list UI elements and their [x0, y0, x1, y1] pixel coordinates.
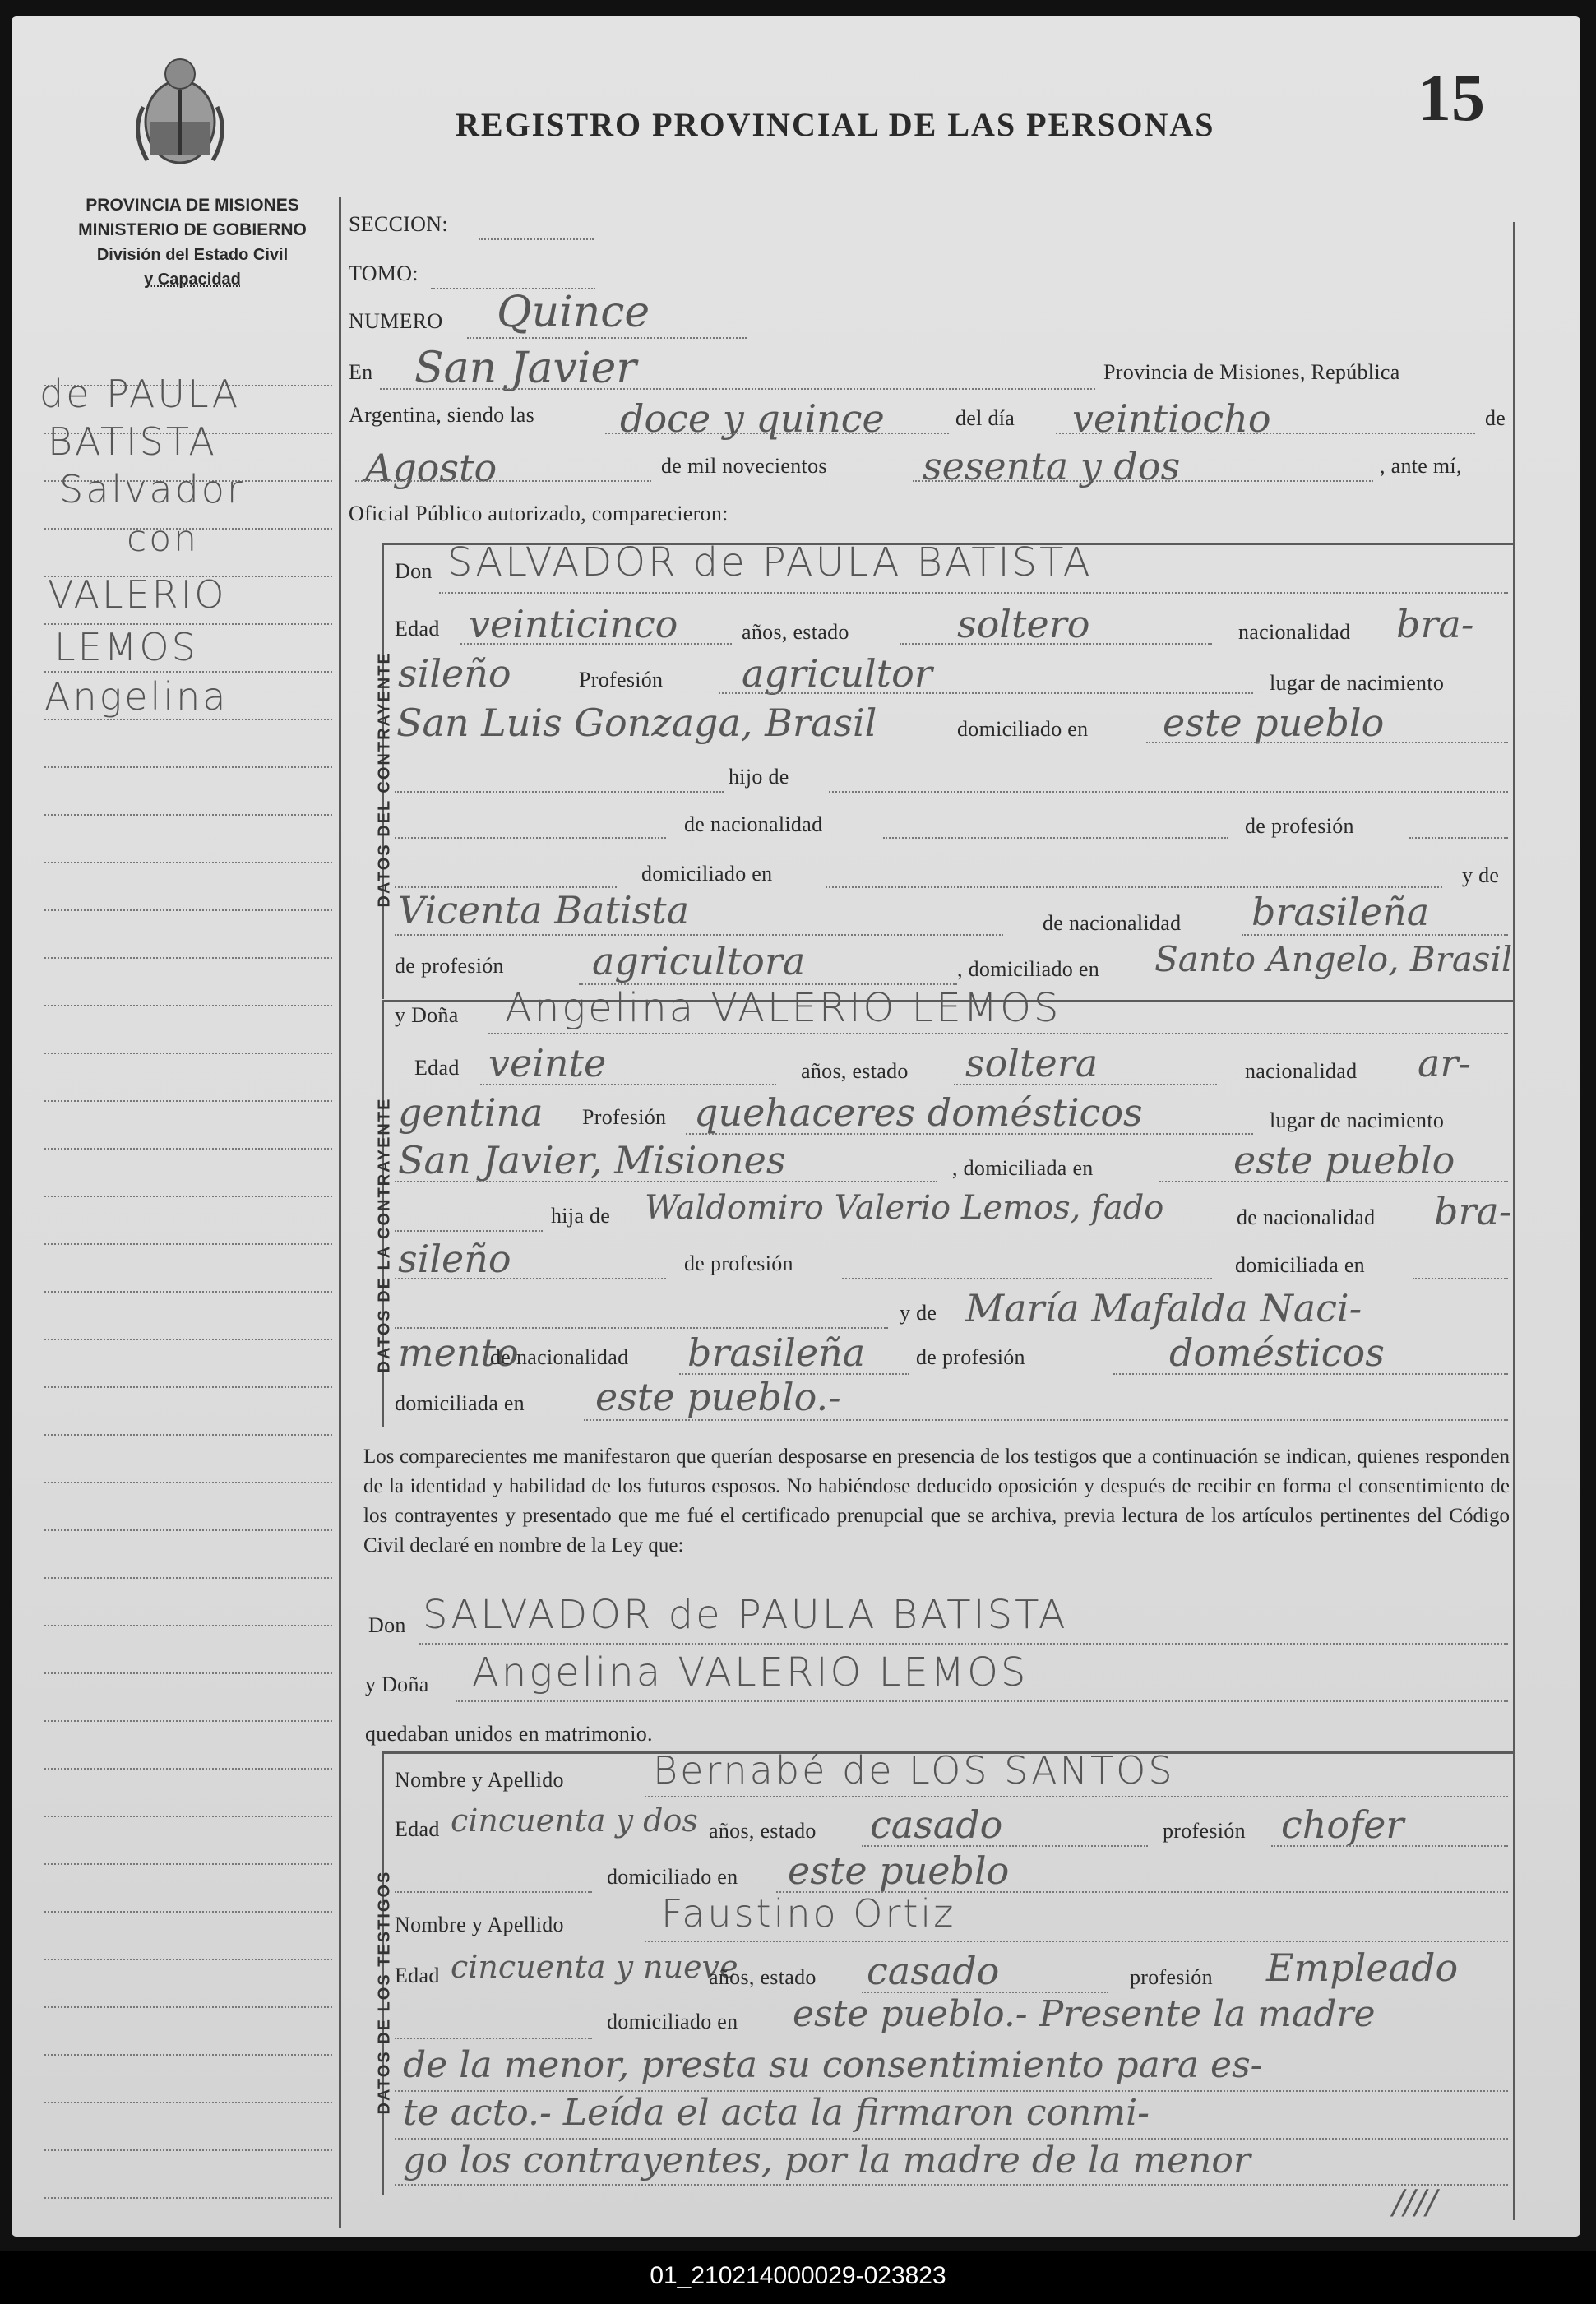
de-label: de [1485, 406, 1506, 430]
anos-estado-label: años, estado [742, 620, 849, 644]
section-label-contrayenta: DATOS DE LA CONTRAYENTE [375, 1097, 394, 1373]
estado-line [900, 643, 1212, 645]
de-nacionalidad-label-4: de nacionalidad [490, 1345, 629, 1369]
domiciliado-en-label-2: , domiciliado en [957, 957, 1100, 981]
margin-divider [339, 197, 341, 2228]
nota-line: de la menor, presta su consentimiento para es- [403, 2044, 1263, 2086]
nac-padre: bra- [1434, 1189, 1512, 1233]
margin-note: LEMOS [54, 625, 198, 669]
nota-line: //// [1393, 2184, 1437, 2222]
oficial-label: Oficial Público autorizado, comparecieron: [349, 502, 729, 525]
lugar-line [380, 388, 1095, 390]
coat-of-arms-icon [127, 49, 234, 173]
t1-estado-line [862, 1845, 1148, 1847]
de-nacionalidad-label-3: de nacionalidad [1237, 1205, 1376, 1229]
margin-note: VALERIO [48, 572, 227, 617]
padre-contrayenta: Waldomiro Valerio Lemos, fado [645, 1189, 1164, 1227]
profesion-label-2: Profesión [582, 1105, 667, 1129]
decl-dona-label: y Doña [365, 1672, 429, 1696]
anos-estado-label-2: años, estado [801, 1059, 909, 1083]
nac-madre-contrayente: brasileña [1251, 890, 1430, 934]
nombre-apellido-label-2: Nombre y Apellido [395, 1913, 564, 1936]
margin-rule [44, 1196, 332, 1197]
margin-rule [44, 671, 332, 673]
testigo2-edad: cincuenta y nueve [451, 1949, 738, 1985]
estado-contrayente: soltero [957, 602, 1090, 646]
contrayenta-name: Angelina VALERIO LEMOS [505, 985, 1062, 1031]
margin-rule [44, 1529, 332, 1531]
anio-line [913, 480, 1373, 482]
margin-rule [44, 1577, 332, 1579]
seccion-line [479, 238, 594, 240]
margin-rule [44, 1672, 332, 1674]
madre-contrayente: Vicenta Batista [398, 888, 690, 932]
anos-estado-t1: años, estado [709, 1819, 817, 1843]
domiciliado-en-label: domiciliado en [641, 862, 773, 886]
t1-dom-blank [395, 1891, 592, 1893]
dom-madre-contrayente: Santo Angelo, Brasil [1154, 939, 1513, 979]
margin-rule [44, 1863, 332, 1865]
page-number: 15 [1418, 60, 1485, 135]
margin-note: con [127, 518, 199, 560]
margin-rule [44, 1625, 332, 1626]
nacionalidad-contrayente: bra- [1396, 602, 1474, 646]
testigo1-prof: chofer [1281, 1802, 1404, 1847]
don-label: Don [395, 559, 433, 583]
page-title: REGISTRO PROVINCIAL DE LAS PERSONAS [456, 106, 1215, 143]
nacionalidad-contrayente-cont: sileño [398, 651, 511, 696]
edad-label: Edad [395, 617, 440, 641]
contrayente-line [439, 592, 1508, 594]
de-profesion-label-3: de profesión [684, 1251, 793, 1275]
margin-rule [44, 1339, 332, 1340]
dom-madre-line-2 [584, 1419, 1508, 1421]
margin-rule [44, 1053, 332, 1054]
org-line: y Capacidad [144, 271, 241, 289]
estado-contrayenta: soltera [965, 1041, 1099, 1085]
dom-madre-contrayenta: este pueblo.- [595, 1375, 841, 1419]
t2-dom-blank [395, 2038, 592, 2039]
margin-rule [44, 1005, 332, 1006]
decl-dona-line [456, 1700, 1508, 1702]
provincia-label: Provincia de Misiones, República [1103, 360, 1400, 384]
lugar-value: San Javier [414, 344, 637, 393]
image-id-footer: 01_210214000029-023823 [0, 2251, 1596, 2304]
edad-contrayente: veinticinco [469, 602, 678, 646]
lugar-nac-label: lugar de nacimiento [1270, 671, 1445, 695]
padre-line-2a [395, 1230, 543, 1232]
profesion-t1: profesión [1163, 1819, 1246, 1843]
margin-rule [44, 2006, 332, 2008]
decl-dona-value: Angelina VALERIO LEMOS [472, 1649, 1029, 1696]
t1-prof-line [1271, 1845, 1508, 1847]
testigo2-estado: casado [867, 1949, 1000, 1993]
profesion-line [719, 692, 1253, 694]
tomo-label: TOMO: [349, 261, 419, 285]
testigo1-nombre: Bernabé de LOS SANTOS [653, 1748, 1175, 1793]
margin-rule [44, 1100, 332, 1102]
edad-t1-label: Edad [395, 1817, 440, 1841]
hija-de-label: hija de [551, 1204, 611, 1228]
margin-rule [44, 1148, 332, 1150]
quedaban-label: quedaban unidos en matrimonio. [365, 1722, 653, 1746]
hora-value: doce y quince [620, 396, 885, 441]
lugar-nac-contrayente: San Luis Gonzaga, Brasil [396, 701, 877, 745]
decl-don-value: SALVADOR de PAULA BATISTA [423, 1592, 1068, 1638]
numero-label: NUMERO [349, 309, 443, 333]
domiciliada-label: , domiciliada en [952, 1156, 1094, 1180]
margin-note: Salvador [59, 467, 245, 511]
margin-rule [44, 719, 332, 720]
madre-line [395, 934, 1003, 936]
blank-line [395, 1327, 888, 1329]
prof-padre-line [842, 1278, 1212, 1279]
dom-contrayenta: este pueblo [1233, 1138, 1455, 1182]
de-nacionalidad-label: de nacionalidad [684, 812, 823, 836]
prof-line-2b [686, 1133, 1253, 1135]
domicilio-line [1146, 742, 1508, 743]
profesion-t2: profesión [1130, 1965, 1213, 1989]
prof-madre-line-2 [1113, 1373, 1508, 1375]
edad-contrayenta: veinte [488, 1041, 607, 1085]
estado-line-2 [954, 1084, 1217, 1085]
dom-padre-line-3 [1413, 1278, 1508, 1279]
testigo1-domicilio: este pueblo [788, 1848, 1010, 1893]
margin-note: BATISTA [48, 419, 217, 464]
numero-value: Quince [497, 288, 650, 337]
margin-rule [44, 1386, 332, 1388]
ante-mi-label: , ante mí, [1380, 454, 1462, 478]
nota-line: go los contrayentes, por la madre de la menor [403, 2140, 1251, 2181]
anos-estado-t2: años, estado [709, 1965, 817, 1989]
numero-line [467, 337, 747, 339]
domiciliado-label: domiciliado en [957, 717, 1089, 741]
body-paragraph: Los comparecientes me manifestaron que querían desposarse en presencia de los testigos que a continuación se indican, quienes responden de la identidad y habilidad de los futuros esposos. No habiéndose deducido oposición y después de recibir en forma el consentimiento de los contrayentes y presentado que me fué el certificado prenupcial que se archiva, previa lectura de los artículos pertinentes del Código Civil declaré en nombre de la Ley que: [363, 1446, 1510, 1557]
org-line: División del Estado Civil [96, 246, 289, 264]
margin-rule [44, 2149, 332, 2151]
testigo1-line [645, 1796, 1508, 1797]
hijo-de-label: hijo de [729, 765, 789, 789]
decl-don-line [419, 1643, 1508, 1645]
nac-contrayenta: ar- [1418, 1041, 1471, 1085]
domiciliada-label-3: domiciliada en [395, 1391, 525, 1415]
hora-line [605, 433, 949, 434]
de-profesion-label-4: de profesión [916, 1345, 1025, 1369]
padre-line [395, 791, 724, 793]
margin-rule [44, 1720, 332, 1722]
margin-rule [44, 1291, 332, 1293]
dom-line-2 [1159, 1181, 1508, 1182]
lugar-nac-contrayenta: San Javier, Misiones [398, 1138, 786, 1182]
prof-madre-contrayenta: domésticos [1169, 1330, 1385, 1375]
testigo2-nombre: Faustino Ortiz [661, 1891, 956, 1936]
right-border [1513, 222, 1515, 2220]
margin-rule [44, 2102, 332, 2103]
de-nacionalidad-label-2: de nacionalidad [1043, 911, 1182, 935]
margin-note: de PAULA [39, 372, 241, 416]
prof-madre-contrayente: agricultora [592, 939, 806, 983]
nac-madre-line [1242, 934, 1508, 936]
margin-rule [44, 957, 332, 959]
contrayente-name: SALVADOR de PAULA BATISTA [447, 539, 1093, 585]
de-profesion-label-2: de profesión [395, 954, 504, 978]
margin-note: Angelina [44, 674, 229, 719]
nac-madre-contrayenta: brasileña [687, 1330, 866, 1375]
nac-contrayenta-cont: gentina [398, 1090, 544, 1135]
nacionalidad-label: nacionalidad [1238, 620, 1351, 644]
document-page [12, 16, 1580, 2237]
nac-padre-line [395, 837, 666, 839]
nombre-apellido-label: Nombre y Apellido [395, 1768, 564, 1792]
edad-label-2: Edad [414, 1056, 460, 1080]
madre-contrayenta: María Mafalda Naci- [965, 1286, 1362, 1330]
contrayenta-line [488, 1033, 1508, 1034]
margin-rule [44, 862, 332, 863]
testigo1-edad: cincuenta y dos [451, 1802, 698, 1839]
prof-line-2 [1409, 837, 1508, 839]
org-line: MINISTERIO DE GOBIERNO [78, 220, 307, 239]
nota-line: te acto.- Leída el acta la firmaron conmi- [403, 2092, 1150, 2134]
del-dia-label: del día [955, 406, 1015, 430]
nac-line-2 [883, 837, 1228, 839]
anio-value: sesenta y dos [923, 444, 1181, 488]
y-dona-label: y Doña [395, 1003, 459, 1027]
domiciliado-t1: domiciliado en [607, 1865, 738, 1889]
margin-rule [44, 1243, 332, 1245]
hijo-de-line [829, 791, 1508, 793]
org-line: PROVINCIA DE MISIONES [86, 196, 299, 215]
dia-line [1056, 433, 1475, 434]
margin-rule [44, 2054, 332, 2056]
lugar-nac-label-2: lugar de nacimiento [1270, 1108, 1445, 1132]
margin-rule [44, 1959, 332, 1960]
profesion-label: Profesión [579, 668, 664, 692]
domiciliada-en-label-2: domiciliada en [1235, 1253, 1365, 1277]
domiciliado-t2: domiciliado en [607, 2010, 738, 2033]
nac-padre-line [395, 1278, 666, 1279]
margin-rule [44, 1911, 332, 1913]
margin-rule [44, 814, 332, 816]
mes-line [355, 480, 651, 482]
decl-don-label: Don [368, 1613, 406, 1637]
testigo1-estado: casado [870, 1802, 1003, 1847]
margin-rule [44, 2197, 332, 2199]
margin-rule [44, 909, 332, 911]
y-de-label: y de [1462, 863, 1500, 887]
margin-rule [44, 1482, 332, 1483]
domicilio-contrayente: este pueblo [1163, 701, 1385, 745]
edad-line-2 [480, 1084, 776, 1085]
dom-padre-line-2 [826, 886, 1442, 888]
nota-rule [395, 2184, 1508, 2186]
seccion-label: SECCION: [349, 212, 448, 236]
nac-padre-cont: sileño [398, 1237, 511, 1281]
issuing-office [53, 193, 332, 292]
edad-t2-label: Edad [395, 1964, 440, 1987]
testigo2-line [645, 1941, 1508, 1942]
mes-value: Agosto [365, 446, 497, 490]
section-label-testigos: DATOS DE LOS TESTIGOS [375, 1870, 394, 2115]
nacionalidad-label-2: nacionalidad [1245, 1059, 1358, 1083]
madre-contrayenta-cont: mento [398, 1330, 519, 1375]
margin-rule [44, 1768, 332, 1770]
en-label: En [349, 360, 373, 384]
dia-value: veintiocho [1072, 396, 1271, 441]
lugar-nac-line-2 [395, 1181, 937, 1182]
de-profesion-label: de profesión [1245, 814, 1354, 838]
profesion-contrayente: agricultor [742, 651, 932, 696]
testigo2-domicilio: este pueblo.- Presente la madre [793, 1993, 1376, 2035]
argentina-label: Argentina, siendo las [349, 403, 535, 427]
section-label-contrayente: DATOS DEL CONTRAYENTE [375, 651, 394, 908]
prof-contrayenta: quehaceres domésticos [694, 1090, 1143, 1135]
edad-line [460, 643, 732, 645]
y-de-label-2: y de [900, 1301, 937, 1325]
margin-rule [44, 766, 332, 768]
margin-rule [44, 1816, 332, 1817]
testigo2-prof: Empleado [1266, 1945, 1459, 1990]
margin-rule [44, 1434, 332, 1436]
de-mil-label: de mil novecientos [661, 454, 827, 478]
